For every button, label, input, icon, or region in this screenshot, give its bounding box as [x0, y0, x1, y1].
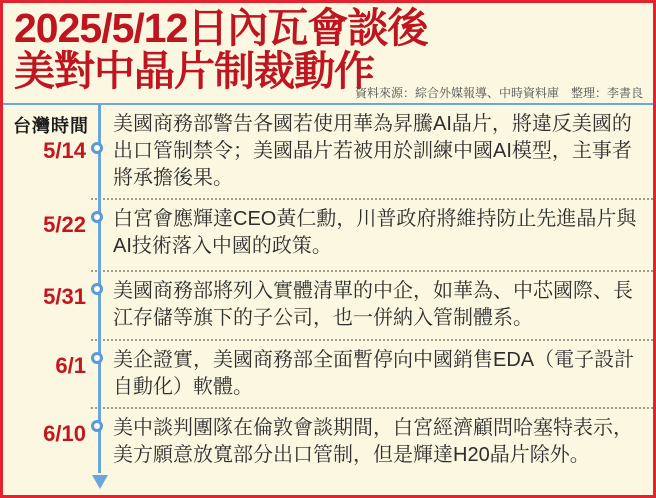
header	[3, 3, 653, 103]
timeline-entry-text: 美國商務部警告各國若使用華為昇騰AI晶片，將違反美國的出口管制禁令；美國晶片若被用於訓練中國AI模型，主事者將承擔後果。	[91, 105, 653, 200]
timeline-node-icon	[91, 142, 103, 154]
timeline-entry-text: 美企證實，美國商務部全面暫停向中國銷售EDA（電子設計自動化）軟體。	[91, 341, 653, 409]
arrow-down-icon	[92, 475, 108, 489]
source-credit: 資料來源：綜合外媒報導、中時資料庫 整理：李書良	[354, 86, 643, 100]
timeline-date: 6/10	[43, 421, 86, 446]
timeline-entry-text: 白宮會應輝達CEO黃仁勳，川普政府將維持防止先進晶片與AI技術落入中國的政策。	[91, 200, 653, 272]
timeline-date: 6/1	[55, 353, 86, 378]
timeline-node-icon	[91, 283, 103, 295]
timeline-node-icon	[91, 211, 103, 223]
timeline-node-icon	[91, 420, 103, 432]
page-title-line-1: 2025/5/12日內瓦會談後	[14, 5, 428, 51]
timeline-date: 5/14	[43, 138, 86, 163]
timezone-label: 台灣時間	[13, 116, 89, 136]
timeline-entry-text: 美國商務部將列入實體清單的中企，如華為、中芯國際、長江存儲等旗下的子公司，也一併納入管制體系。	[91, 272, 653, 341]
timeline-date: 5/31	[43, 284, 86, 309]
timeline-body	[3, 103, 653, 495]
page-title	[3, 3, 653, 92]
timeline-node-icon	[91, 352, 103, 364]
timeline-entry-text: 美中談判團隊在倫敦會談期間，白宮經濟顧問哈塞特表示，美方願意放寬部分出口管制，但是輝達H20晶片除外。	[113, 417, 633, 466]
timeline-date: 5/22	[43, 212, 86, 237]
page-title-line-2: 美對中晶片制裁動作	[14, 47, 374, 94]
